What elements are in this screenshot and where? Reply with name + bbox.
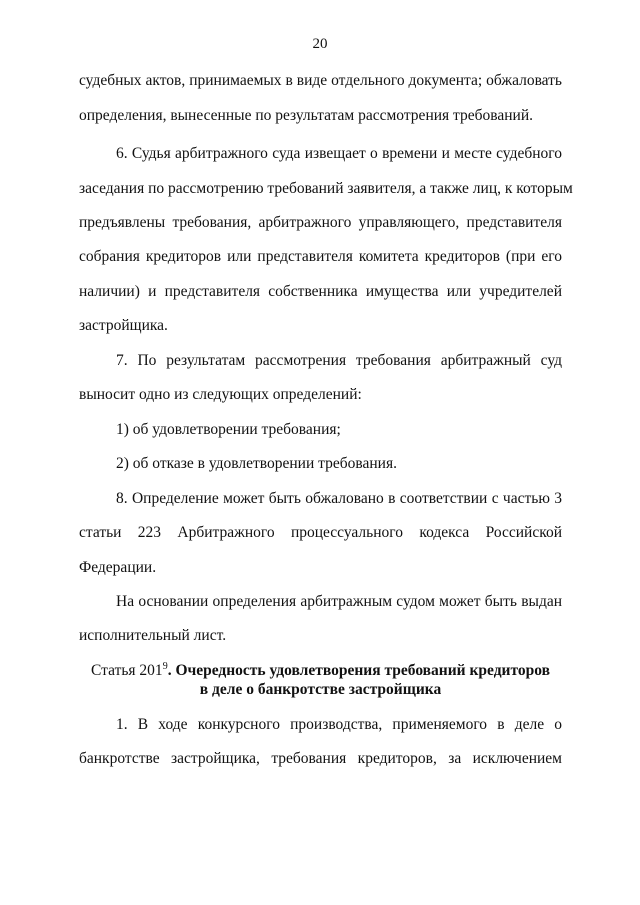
text-line: статьи 223 Арбитражного процессуального кодекса Российской bbox=[79, 524, 562, 541]
text-line: заседания по рассмотрению требований заявителя, а также лиц, к которым bbox=[79, 180, 573, 197]
paragraph-line: На основании определения арбитражным судом может быть выдан bbox=[116, 593, 562, 610]
text-line: застройщика. bbox=[79, 317, 168, 334]
list-item-1: 1) об удовлетворении требования; bbox=[116, 421, 341, 438]
text-line: определения, вынесенные по результатам рассмотрения требований. bbox=[79, 107, 534, 124]
article-superscript: 9 bbox=[162, 661, 168, 672]
paragraph-7-line: 7. По результатам рассмотрения требования арбитражный суд bbox=[116, 352, 562, 369]
article-paragraph-1-line: 1. В ходе конкурсного производства, применяемого в деле о bbox=[116, 716, 562, 733]
list-item-2: 2) об отказе в удовлетворении требования. bbox=[116, 455, 397, 472]
paragraph-8-line: 8. Определение может быть обжаловано в соответствии с частью 3 bbox=[116, 490, 562, 507]
article-number: Статья 201 bbox=[91, 662, 163, 679]
article-heading bbox=[79, 661, 562, 699]
text-line: Федерации. bbox=[79, 559, 157, 576]
article-title-line-2: в деле о банкротстве застройщика bbox=[199, 681, 442, 698]
text-line: собрания кредиторов или представителя комитета кредиторов (при его bbox=[79, 248, 562, 265]
text-line: наличии) и представителя собственника имущества или учредителей bbox=[79, 283, 562, 300]
text-line: банкротстве застройщика, требования кредиторов, за исключением bbox=[79, 750, 562, 767]
text-line: выносит одно из следующих определений: bbox=[79, 386, 362, 403]
text-line: исполнительный лист. bbox=[79, 627, 227, 644]
text-line: предъявлены требования, арбитражного управляющего, представителя bbox=[79, 214, 562, 231]
article-title-line-1: . Очередность удовлетворения требований кредиторов bbox=[167, 662, 550, 679]
text-line: судебных актов, принимаемых в виде отдельного документа; обжаловать bbox=[79, 72, 562, 89]
paragraph-6-line: 6. Судья арбитражного суда извещает о времени и месте судебного bbox=[116, 145, 562, 162]
page-number: 20 bbox=[312, 36, 328, 52]
